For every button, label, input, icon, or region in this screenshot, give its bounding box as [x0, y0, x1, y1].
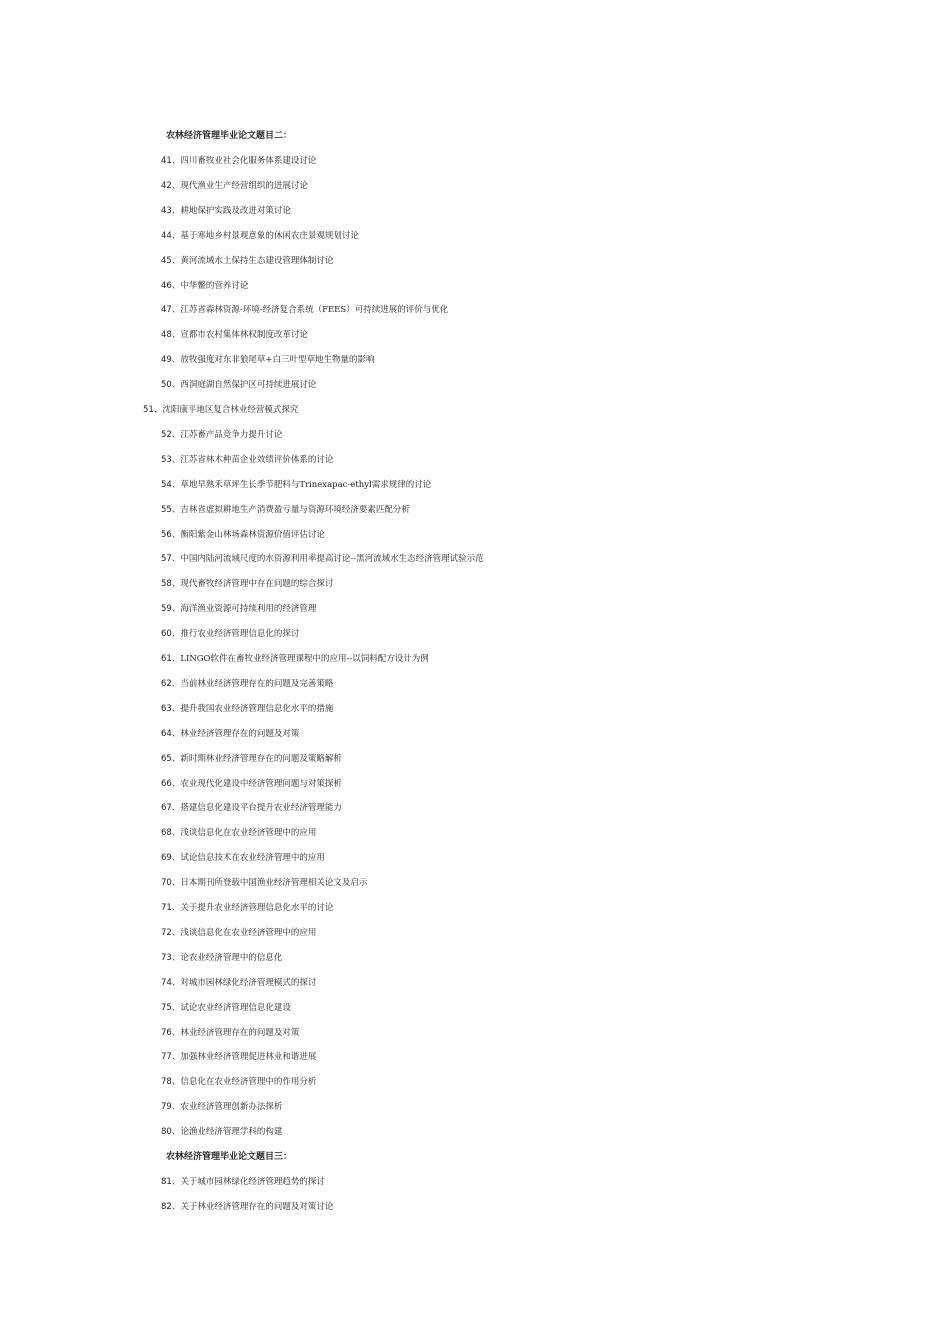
item-number: 47、 — [161, 305, 181, 316]
list-item — [161, 329, 308, 341]
item-title: 林业经济管理存在的问题及对策 — [180, 1027, 300, 1038]
list-item — [161, 454, 333, 466]
item-number: 81、 — [161, 1177, 181, 1187]
item-number: 66、 — [161, 778, 181, 789]
list-item — [161, 230, 359, 242]
item-title: 四川畜牧业社会化服务体系建设讨论 — [180, 156, 317, 166]
list-item — [161, 553, 484, 565]
item-title: 推行农业经济管理信息化的探讨 — [180, 629, 300, 640]
item-number: 57、 — [161, 554, 181, 565]
item-number: 51、 — [143, 405, 163, 415]
item-title: 吉林省虚拟耕地生产消费盈亏量与资源环境经济要素匹配分析 — [180, 504, 410, 515]
list-item — [161, 753, 342, 765]
item-title: LINGO软件在畜牧业经济管理课程中的应用--以饲料配方设计为例 — [180, 654, 429, 664]
item-number: 41、 — [161, 156, 181, 166]
list-item — [143, 404, 298, 416]
list-item — [161, 703, 333, 715]
item-title: 浅谈信息化在农业经济管理中的应用 — [180, 828, 317, 839]
item-number: 80、 — [161, 1127, 181, 1138]
item-title: 信息化在农业经济管理中的作用分析 — [180, 1077, 317, 1088]
list-item — [161, 255, 333, 267]
item-number: 70、 — [161, 878, 181, 889]
list-item — [161, 379, 316, 391]
item-number: 79、 — [161, 1102, 181, 1113]
item-number: 53、 — [161, 454, 181, 465]
item-number: 82、 — [161, 1201, 181, 1212]
item-number: 76、 — [161, 1027, 181, 1038]
item-title: 试论信息技术在农业经济管理中的应用 — [180, 853, 325, 864]
list-item — [161, 653, 429, 665]
list-item — [161, 180, 308, 192]
item-title: 沈阳康平地区复合林业经营模式探究 — [162, 405, 299, 415]
list-item — [161, 1101, 282, 1113]
item-number: 68、 — [161, 828, 181, 839]
item-number: 74、 — [161, 977, 181, 988]
item-title: 宣都市农村集体林权制度改革讨论 — [180, 330, 308, 341]
item-title: 衡阳紫金山林场森林资源价值评估讨论 — [180, 529, 325, 540]
list-item — [161, 280, 248, 292]
list-item — [161, 1051, 316, 1063]
item-title: 草地早熟禾草坪生长季节肥料与Trinexapac-ethyl需求规律的讨论 — [180, 479, 432, 490]
list-item — [161, 578, 333, 590]
item-number: 65、 — [161, 753, 181, 764]
item-number: 71、 — [161, 903, 181, 913]
item-number: 62、 — [161, 678, 181, 689]
list-item — [161, 354, 374, 366]
item-title: 江苏省森林资源-环境-经济复合系统（FEES）可持续进展的评价与优化 — [180, 305, 449, 316]
list-item — [161, 1176, 325, 1188]
list-item — [161, 155, 316, 167]
item-title: 加强林业经济管理促进林业和谐进展 — [180, 1052, 317, 1063]
item-title: 西洞庭湖自然保护区可持续进展讨论 — [180, 380, 317, 391]
item-number: 77、 — [161, 1052, 181, 1063]
item-title: 江苏省林木种苗企业效绩评价体系的讨论 — [180, 454, 334, 465]
item-title: 中国内陆河流域尺度的水资源利用率提高讨论--黑河流域水生态经济管理试验示范 — [180, 554, 484, 565]
item-number: 75、 — [161, 1002, 181, 1013]
item-title: 关于林业经济管理存在的问题及对策讨论 — [180, 1201, 334, 1212]
item-title: 论农业经济管理中的信息化 — [180, 952, 283, 963]
list-item — [161, 852, 325, 864]
list-item — [161, 977, 316, 989]
item-title: 现代渔业生产经营组织的进展讨论 — [180, 180, 308, 191]
item-title: 新时期林业经济管理存在的问题及策略解析 — [180, 753, 342, 764]
item-number: 58、 — [161, 579, 181, 590]
item-number: 44、 — [161, 230, 181, 241]
item-title: 论渔业经济管理学科的构建 — [180, 1127, 283, 1138]
item-title: 浅谈信息化在农业经济管理中的应用 — [180, 927, 317, 938]
item-number: 72、 — [161, 927, 181, 938]
item-title: 林业经济管理存在的问题及对策 — [180, 728, 300, 739]
item-title: 农业现代化建设中经济管理问题与对策探析 — [180, 778, 342, 789]
item-number: 54、 — [161, 479, 181, 490]
item-number: 78、 — [161, 1077, 181, 1088]
item-number: 52、 — [161, 429, 181, 440]
list-item — [161, 1002, 291, 1014]
list-item — [161, 927, 316, 939]
item-number: 55、 — [161, 504, 181, 515]
item-title: 耕地保护实践及改进对策讨论 — [180, 205, 291, 216]
item-number: 69、 — [161, 853, 181, 864]
list-item — [161, 1027, 299, 1039]
list-item — [161, 827, 316, 839]
item-number: 45、 — [161, 255, 181, 266]
item-title: 现代畜牧经济管理中存在问题的综合探讨 — [180, 579, 334, 590]
list-item — [161, 429, 282, 441]
item-number: 49、 — [161, 355, 181, 366]
list-item — [161, 1201, 333, 1213]
item-number: 73、 — [161, 952, 181, 963]
item-number: 61、 — [161, 654, 181, 664]
item-title: 中华鳖的营养讨论 — [180, 280, 249, 291]
list-item — [161, 778, 342, 790]
list-item — [161, 678, 333, 690]
item-number: 46、 — [161, 280, 181, 291]
list-item — [161, 603, 316, 615]
item-number: 43、 — [161, 205, 181, 216]
item-number: 63、 — [161, 703, 181, 714]
item-number: 50、 — [161, 380, 181, 391]
item-number: 59、 — [161, 604, 181, 615]
item-number: 67、 — [161, 803, 181, 814]
item-title: 海洋渔业资源可持续利用的经济管理 — [180, 604, 317, 615]
list-item — [161, 902, 333, 914]
item-number: 60、 — [161, 629, 181, 640]
item-title: 黄河流域水土保持生态建设管理体制讨论 — [180, 255, 334, 266]
list-item — [161, 877, 367, 889]
list-item — [161, 1126, 282, 1138]
list-item — [161, 205, 291, 217]
list-item — [161, 304, 448, 316]
item-number: 42、 — [161, 180, 181, 191]
list-item — [161, 504, 410, 516]
item-title: 关于城市园林绿化经济管理趋势的探讨 — [180, 1177, 325, 1187]
item-title: 对城市园林绿化经济管理模式的探讨 — [180, 977, 317, 988]
item-title: 提升我国农业经济管理信息化水平的措施 — [180, 703, 334, 714]
item-number: 48、 — [161, 330, 181, 341]
item-title: 放牧强度对东非狼尾草+白三叶型草地生物量的影响 — [180, 355, 375, 366]
item-title: 日本期刊所登载中国渔业经济管理相关论文及启示 — [180, 878, 368, 889]
item-title: 江苏畜产品竞争力提升讨论 — [180, 429, 283, 440]
list-item — [161, 728, 299, 740]
item-title: 搭建信息化建设平台提升农业经济管理能力 — [180, 803, 342, 814]
list-item — [161, 1076, 316, 1088]
item-title: 试论农业经济管理信息化建设 — [180, 1002, 291, 1013]
list-item — [161, 479, 431, 491]
item-title: 农业经济管理创新办法探析 — [180, 1102, 283, 1113]
section-heading-3: 农林经济管理毕业论文题目三： — [166, 1152, 293, 1162]
list-item — [161, 952, 282, 964]
item-title: 当前林业经济管理存在的问题及完善策略 — [180, 678, 334, 689]
item-title: 关于提升农业经济管理信息化水平的讨论 — [180, 903, 334, 913]
list-item — [161, 628, 299, 640]
item-title: 基于寒地乡村景观意象的休闲农庄景观规划讨论 — [180, 230, 359, 241]
item-number: 56、 — [161, 529, 181, 540]
section-heading-2: 农林经济管理毕业论文题目二： — [166, 131, 293, 141]
item-number: 64、 — [161, 728, 181, 739]
list-item — [161, 802, 342, 814]
list-item — [161, 529, 325, 541]
